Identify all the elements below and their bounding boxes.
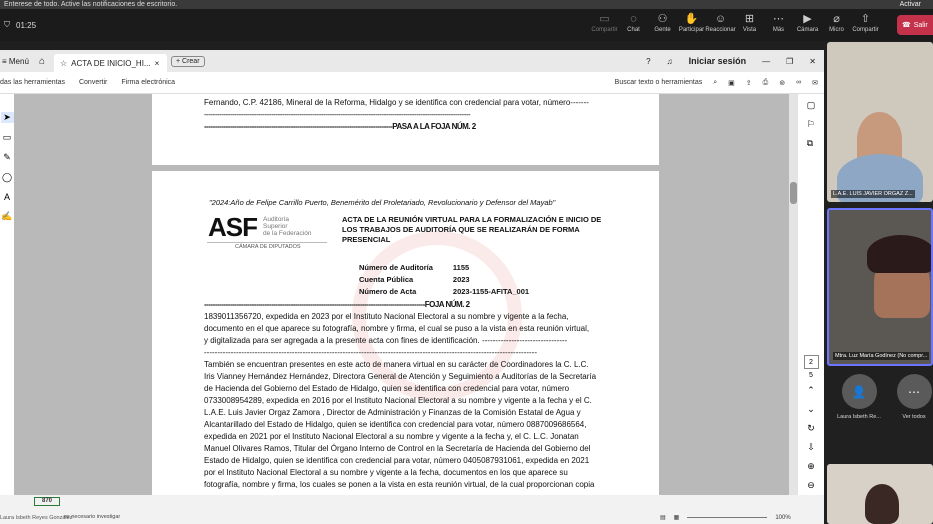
view-normal-icon[interactable]: ▤ — [660, 515, 666, 521]
p1-line: Fernando, C.P. 42186, Mineral de la Reforma, Hidalgo y se identifica con credencial para votar, número------- — [204, 98, 589, 107]
video-tile-2[interactable] — [827, 208, 933, 366]
view-layout-icon[interactable]: ▦ — [673, 515, 680, 521]
see-all-tile[interactable] — [889, 374, 933, 434]
pages-icon[interactable]: ⧉ — [806, 138, 814, 148]
right-toolbar — [798, 94, 824, 524]
participant-name-2: Mtra. Luz María Godínez (No compr... — [835, 353, 928, 359]
bookmark-icon[interactable]: ⚐ — [806, 119, 815, 129]
timer-text: 01:25 — [16, 20, 37, 30]
close-icon[interactable]: ✕ — [809, 56, 816, 66]
notification-text: Enterese de todo. Active las notificaciones de escritorio. — [4, 1, 178, 8]
body-line: Manuel Olivares Ramos, Titular del Órgano Interno de Control en la Secretaría de Hacienda del Gobierno del — [204, 444, 591, 453]
print-icon[interactable]: ⎙ — [762, 78, 769, 86]
p2-foja: ------------------------------------------------------------------------------------------------------FOJA NÚM. 2 — [204, 300, 470, 309]
lasso-icon[interactable]: ◯ — [1, 172, 13, 182]
comment-icon[interactable]: ▭ — [2, 132, 12, 142]
monitor-icon: ▭ — [599, 13, 610, 25]
page-down-icon[interactable]: ⌄ — [807, 404, 815, 414]
leave-button[interactable] — [897, 15, 933, 35]
body-line: documento en el que aparece su fotografía, nombre y firma, el cual se puso a la vista en esta reunión virtual, — [204, 324, 590, 333]
home-icon[interactable]: ⌂ — [38, 55, 46, 67]
p1-foja: ---------------------------------------------------------------------------------------PASA A LA FOJA NÚM. 2 — [204, 122, 476, 131]
help-icon[interactable]: ? — [646, 56, 651, 66]
body-line: por el Instituto Nacional Electoral a su nombre y vigente a la fecha, documentos en los que aparece su — [204, 468, 568, 477]
link-icon[interactable]: ∞ — [796, 79, 802, 86]
body-line: Estado de Hidalgo, quien se identifica con credencial para votar, número 0405087931061, expedida en 2021 — [204, 456, 590, 465]
body-line: Iris Vianney Hernández Hernández, Directora General de Atención y Seguimiento a Auditorías de la Secretaría — [204, 372, 597, 381]
zoom-control[interactable] — [660, 514, 791, 521]
tool-0[interactable] — [590, 13, 619, 33]
see-all-label: Ver todos — [902, 414, 926, 420]
participant-avatar — [865, 484, 899, 524]
body-line: fotografía, nombre y firma, los cuales se ponen a la vista en esta reunión virtual, de la cual proporcionan copia — [204, 480, 595, 489]
tool-3[interactable] — [677, 13, 706, 33]
page-total: 5 — [809, 372, 813, 379]
hand-icon: ✋ — [684, 13, 699, 25]
acrobat-window — [0, 50, 824, 524]
meeting-toolbar — [0, 9, 933, 41]
tool-label: Micro — [829, 27, 844, 33]
smile-icon: ☺ — [714, 13, 727, 25]
body-line: También se encuentran presentes en este acto de manera virtual en su carácter de Coordinadores la C. L.C. — [204, 360, 589, 369]
body-line: 1839011356720, expedida en 2023 por el Instituto Nacional Electoral a su nombre y vigente a la fecha, — [204, 312, 569, 321]
search-icon[interactable]: ⌕ — [713, 78, 718, 86]
shield-icon: ⛉ — [4, 20, 10, 29]
video-tile-3[interactable] — [827, 464, 933, 524]
acrobat-tabbar — [0, 50, 824, 72]
participant-name-1: L.A.E. LUIS JAVIER ORGAZ Z... — [833, 191, 913, 197]
comments-icon[interactable]: ▢ — [806, 100, 816, 110]
logo-divider — [207, 242, 327, 243]
tool-9[interactable] — [851, 13, 880, 33]
body-line: ----------------------------------------------------------------------------------------------------------------------------- — [204, 348, 538, 357]
meeting-timer — [4, 20, 36, 30]
tool-4[interactable] — [706, 13, 735, 33]
tool-6[interactable] — [764, 13, 793, 33]
body-line: Alcantarillado del Estado de Hidalgo, quien se identifica con credencial para votar, número 0887009686564, — [204, 420, 587, 429]
share-icon: ⇧ — [860, 13, 871, 25]
acrobat-menubar — [0, 72, 824, 94]
logo-chamber: CÁMARA DE DIPUTADOS — [235, 244, 301, 250]
pdf-page-2 — [152, 171, 659, 524]
audit-key: Número de Acta — [359, 287, 417, 296]
audit-key: Cuenta Pública — [359, 275, 414, 284]
people-icon: ⚇ — [657, 13, 668, 25]
tool-label: Reaccionar — [705, 27, 736, 33]
tool-7[interactable] — [793, 13, 822, 33]
mic-off-icon: ⌀ — [833, 13, 840, 25]
audit-row — [359, 263, 547, 273]
tool-label: Gente — [654, 27, 671, 33]
notification-bar — [0, 0, 933, 9]
upload-icon[interactable]: ⇪ — [745, 79, 752, 87]
menu-sign[interactable]: Firma electrónica — [121, 79, 176, 86]
status-bar — [0, 495, 824, 524]
status-page-field[interactable]: 870 — [34, 497, 60, 506]
chat-icon: ◌ — [630, 13, 637, 25]
meeting-tools — [590, 13, 880, 33]
camera-icon: ▶ — [803, 13, 812, 25]
audit-value: 2023 — [452, 275, 470, 284]
tool-label: Vista — [742, 27, 757, 33]
logo-subtext: Auditoría Superior de la Federación — [263, 216, 312, 237]
leave-label: Salir — [913, 21, 928, 29]
menu-button[interactable]: ≡ Menú — [2, 56, 29, 66]
document-area — [0, 94, 824, 524]
zoom-value: 100% — [775, 514, 791, 521]
menu-convert[interactable]: Convertir — [78, 79, 108, 86]
tool-label: Participar — [678, 27, 705, 33]
phone-icon: ☎ — [902, 22, 911, 29]
status-note: es necesario investigar — [64, 514, 121, 520]
bell-icon[interactable]: ♫ — [666, 56, 673, 66]
tool-5[interactable] — [735, 13, 764, 33]
acta-title: ACTA DE LA REUNIÓN VIRTUAL PARA LA FORMALIZACIÓN E INICIO DE LOS TRABAJOS DE AUDITORÍA QUE SE REALIZARÁN DE FORMA PRESENCIAL — [342, 215, 602, 244]
asf-logo — [207, 212, 329, 252]
motto: "2024:Año de Felipe Carrillo Puerto, Benemérito del Proletariado, Revolucionario y Defensor del Mayab" — [209, 198, 556, 207]
audit-value: 1155 — [452, 263, 470, 272]
user-icon: 👤 — [842, 374, 877, 409]
participant-tile-3[interactable] — [834, 374, 884, 434]
body-line: y digitalizada para ser agregada a la presente acta con fines de identificación. -------------------------------- — [204, 336, 568, 345]
page-up-icon[interactable]: ⌃ — [807, 385, 815, 395]
more-icon: ⋯ — [897, 374, 932, 409]
body-line: de Hacienda del Gobierno del Estado de Hidalgo, quien se identifica con credencial para votar, número — [204, 384, 570, 393]
extract-icon[interactable]: ⇩ — [807, 442, 815, 452]
page-number-input[interactable]: 2 — [804, 355, 819, 369]
status-name: Laura Isbeth Reyes González — [0, 515, 73, 521]
tool-1[interactable] — [619, 13, 648, 33]
logo-text: ASF — [208, 212, 257, 242]
pdf-page-1 — [152, 94, 659, 165]
body-line: expedida en 2021 por el Instituto Nacional Electoral a su nombre y vigente a la fecha y, el C. L.C. Jonatan — [204, 432, 579, 441]
audit-value: 2023-1155-AFITA_001 — [452, 287, 530, 296]
audit-info — [357, 261, 549, 299]
left-toolbar — [0, 94, 14, 524]
tab-document[interactable] — [54, 54, 167, 72]
minimize-icon[interactable]: — — [762, 56, 771, 66]
activate-button[interactable]: Activar — [899, 1, 921, 8]
new-tab-button[interactable]: + Crear — [171, 56, 205, 67]
zoom-out-icon[interactable]: ⊖ — [807, 480, 815, 490]
tool-label: Compartir — [591, 27, 618, 33]
window-controls — [638, 50, 824, 72]
sign-icon[interactable]: ✍ — [1, 211, 13, 221]
tool-label: Chat — [627, 27, 640, 33]
tool-label: Compartir — [852, 27, 879, 33]
maximize-icon[interactable]: ❐ — [786, 56, 794, 66]
mail-icon[interactable]: ✉ — [812, 79, 818, 87]
p1-dashes: --------------------------------------------------------------------------------------------------------------------------- — [204, 110, 471, 119]
menu-all-tools[interactable]: das las herramientas — [0, 79, 65, 86]
audit-row — [359, 287, 547, 297]
login-button[interactable]: Iniciar sesión — [688, 56, 747, 66]
rotate-icon[interactable]: ↻ — [807, 423, 815, 433]
participants-panel — [824, 41, 933, 524]
tool-8[interactable] — [822, 13, 851, 33]
tab-label: ACTA DE INICIO_HI... — [71, 58, 151, 68]
search-field[interactable]: Buscar texto o herramientas — [614, 79, 703, 86]
pen-icon[interactable]: ✎ — [3, 152, 11, 162]
vertical-scrollbar[interactable] — [789, 94, 798, 524]
close-tab-icon[interactable]: × — [154, 58, 160, 68]
grid-icon: ⊞ — [744, 13, 755, 25]
save-icon[interactable]: ▣ — [728, 79, 735, 87]
participant-name-3: Laura Isbeth Re... — [837, 414, 881, 420]
body-line: 0733008954289, expedida en 2016 por el Instituto Nacional Electoral a su nombre y vigente a la fecha y el C. — [204, 396, 592, 405]
cursor-icon[interactable]: ➤ — [1, 112, 14, 123]
body-line: L.A.E. Luis Javier Orgaz Zamora , Director de Administración y Finanzas de la Comisión Estatal de Agua y — [204, 408, 581, 417]
zoom-in-icon[interactable]: ⊕ — [807, 461, 815, 471]
menubar-right — [615, 79, 824, 87]
star-icon[interactable]: ☆ — [60, 58, 68, 68]
video-tile-1[interactable] — [827, 42, 933, 202]
tool-label: Más — [772, 27, 785, 33]
more-icon: ⋯ — [773, 13, 784, 25]
zoom-slider[interactable] — [687, 517, 767, 518]
audit-row — [359, 275, 547, 285]
text-select-icon[interactable]: A — [3, 192, 10, 202]
audit-key: Número de Auditoría — [359, 263, 433, 272]
participant-hair — [867, 235, 933, 273]
find-icon[interactable]: ⊚ — [779, 79, 786, 87]
tool-2[interactable] — [648, 13, 677, 33]
tool-label: Cámara — [796, 27, 819, 33]
scroll-thumb[interactable] — [790, 182, 797, 204]
